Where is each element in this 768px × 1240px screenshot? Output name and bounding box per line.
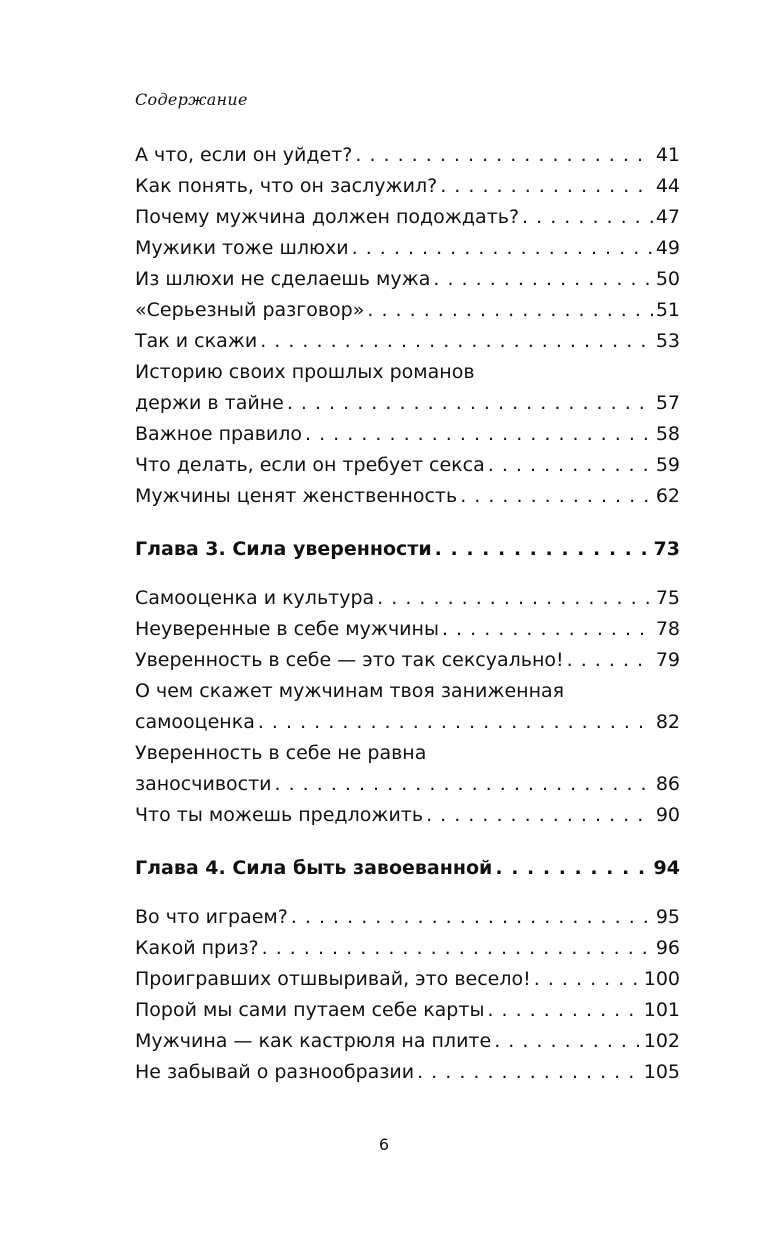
toc-entry-title: Так и скажи [135, 330, 258, 352]
toc-entry-page: 82 [655, 711, 680, 733]
toc-entry[interactable] [135, 326, 680, 357]
toc-entry-title-line: Историю своих прошлых романов [135, 361, 475, 383]
toc-entry[interactable] [135, 800, 680, 831]
toc-entry-page: 105 [643, 1061, 680, 1083]
dot-leader [262, 933, 653, 964]
dot-leader [488, 450, 653, 481]
toc-entry-page: 49 [655, 237, 680, 259]
toc-entry[interactable] [135, 995, 680, 1026]
toc-entry-title-line: Уверенность в себе не равна [135, 742, 427, 764]
toc-entry-title: Мужчина — как кастрюля на плите [135, 1030, 492, 1052]
toc-entry-page: 96 [655, 937, 680, 959]
dot-leader [435, 534, 651, 565]
dot-leader [494, 1026, 641, 1057]
toc-entry-page: 47 [655, 206, 680, 228]
running-head: Содержание [135, 90, 248, 109]
toc-entry-title: Во что играем? [135, 906, 288, 928]
toc-entry-title: Неуверенные в себе мужчины [135, 618, 439, 640]
toc-entry-page: 62 [655, 485, 680, 507]
toc-entry-page: 53 [655, 330, 680, 352]
chapter-heading[interactable] [135, 853, 680, 884]
toc-entry[interactable] [135, 481, 680, 512]
toc-entry[interactable] [135, 233, 680, 264]
chapter-page: 73 [653, 538, 680, 560]
toc-entry[interactable] [135, 614, 680, 645]
toc-entry-page: 51 [655, 299, 680, 321]
dot-leader [352, 233, 653, 264]
toc-entry-page: 79 [655, 649, 680, 671]
chapter-title: Глава 4. Сила быть завоеванной [135, 857, 493, 879]
toc-entry-title: держи в тайне [135, 392, 284, 414]
toc-entry-page: 78 [655, 618, 680, 640]
toc-entry[interactable] [135, 676, 680, 738]
toc-entry-page: 101 [643, 999, 680, 1021]
toc-entry-page: 58 [655, 423, 680, 445]
toc-entry-page: 57 [655, 392, 680, 414]
dot-leader [367, 295, 652, 326]
toc-entry-page: 86 [655, 773, 680, 795]
toc-entry-title: А что, если он уйдет? [135, 144, 353, 166]
toc-entry-title: Не забывай о разнообразии [135, 1061, 415, 1083]
toc-entry[interactable] [135, 583, 680, 614]
dot-leader [426, 800, 653, 831]
dot-leader [305, 419, 653, 450]
toc-entry-title: Уверенность в себе — это так сексуально! [135, 649, 564, 671]
toc-entry-title: Мужчины ценят женственность [135, 485, 458, 507]
toc-entry[interactable] [135, 295, 680, 326]
toc-entry-title: Как понять, что он заслужил? [135, 175, 438, 197]
toc-entry[interactable] [135, 645, 680, 676]
toc-entry-title: Самооценка и культура [135, 587, 375, 609]
toc-entry-title: Порой мы сами путаем себе карты [135, 999, 485, 1021]
chapter-heading[interactable] [135, 534, 680, 565]
dot-leader [433, 264, 652, 295]
chapter-title: Глава 3. Сила уверенности [135, 538, 432, 560]
toc-entry-page: 44 [655, 175, 680, 197]
toc-entry-title: заносчивости [135, 773, 272, 795]
toc-entry-title-line: О чем скажет мужчинам твоя заниженная [135, 680, 565, 702]
toc-entry-title: Мужики тоже шлюхи [135, 237, 349, 259]
page-number: 6 [378, 1135, 390, 1154]
dot-leader [522, 202, 653, 233]
toc-entry-page: 95 [655, 906, 680, 928]
toc-entry-page: 59 [655, 454, 680, 476]
dot-leader [495, 853, 650, 884]
dot-leader [417, 1057, 641, 1088]
toc-entry[interactable] [135, 1026, 680, 1057]
toc-entry[interactable] [135, 738, 680, 800]
dot-leader [440, 171, 653, 202]
toc-entry-page: 75 [655, 587, 680, 609]
toc-entry-title: Важное правило [135, 423, 303, 445]
toc-entry-page: 100 [643, 968, 680, 990]
toc-entry-title: «Серьезный разговор» [135, 299, 365, 321]
toc-entry-title: самооценка [135, 711, 255, 733]
toc-entry[interactable] [135, 419, 680, 450]
toc-entry[interactable] [135, 1057, 680, 1088]
toc-entry-title: Почему мужчина должен подождать? [135, 206, 520, 228]
dot-leader [275, 769, 653, 800]
toc-entry-title: Что ты можешь предложить [135, 804, 424, 826]
toc-entry-page: 50 [655, 268, 680, 290]
chapter-page: 94 [653, 857, 680, 879]
toc-entry-title: Проигравших отшвыривай, это весело! [135, 968, 531, 990]
toc-entry-title: Что делать, если он требует секса [135, 454, 485, 476]
toc-entry[interactable] [135, 140, 680, 171]
toc-entry[interactable] [135, 171, 680, 202]
dot-leader [377, 583, 653, 614]
dot-leader [534, 964, 641, 995]
toc-entry-page: 90 [655, 804, 680, 826]
dot-leader [355, 140, 652, 171]
dot-leader [460, 481, 653, 512]
toc-entry[interactable] [135, 964, 680, 995]
toc-entry[interactable] [135, 450, 680, 481]
dot-leader [567, 645, 653, 676]
toc-entry-page: 41 [655, 144, 680, 166]
toc-entry-title: Из шлюхи не сделаешь мужа [135, 268, 431, 290]
toc-entry[interactable] [135, 902, 680, 933]
dot-leader [258, 707, 653, 738]
dot-leader [487, 995, 640, 1026]
dot-leader [291, 902, 653, 933]
toc-entry[interactable] [135, 357, 680, 419]
dot-leader [260, 326, 653, 357]
toc-entry[interactable] [135, 264, 680, 295]
toc-entry-title: Какой приз? [135, 937, 259, 959]
toc-entry[interactable] [135, 933, 680, 964]
toc-entry[interactable] [135, 202, 680, 233]
table-of-contents [135, 140, 680, 1088]
dot-leader [287, 388, 653, 419]
toc-entry-page: 102 [643, 1030, 680, 1052]
dot-leader [442, 614, 653, 645]
